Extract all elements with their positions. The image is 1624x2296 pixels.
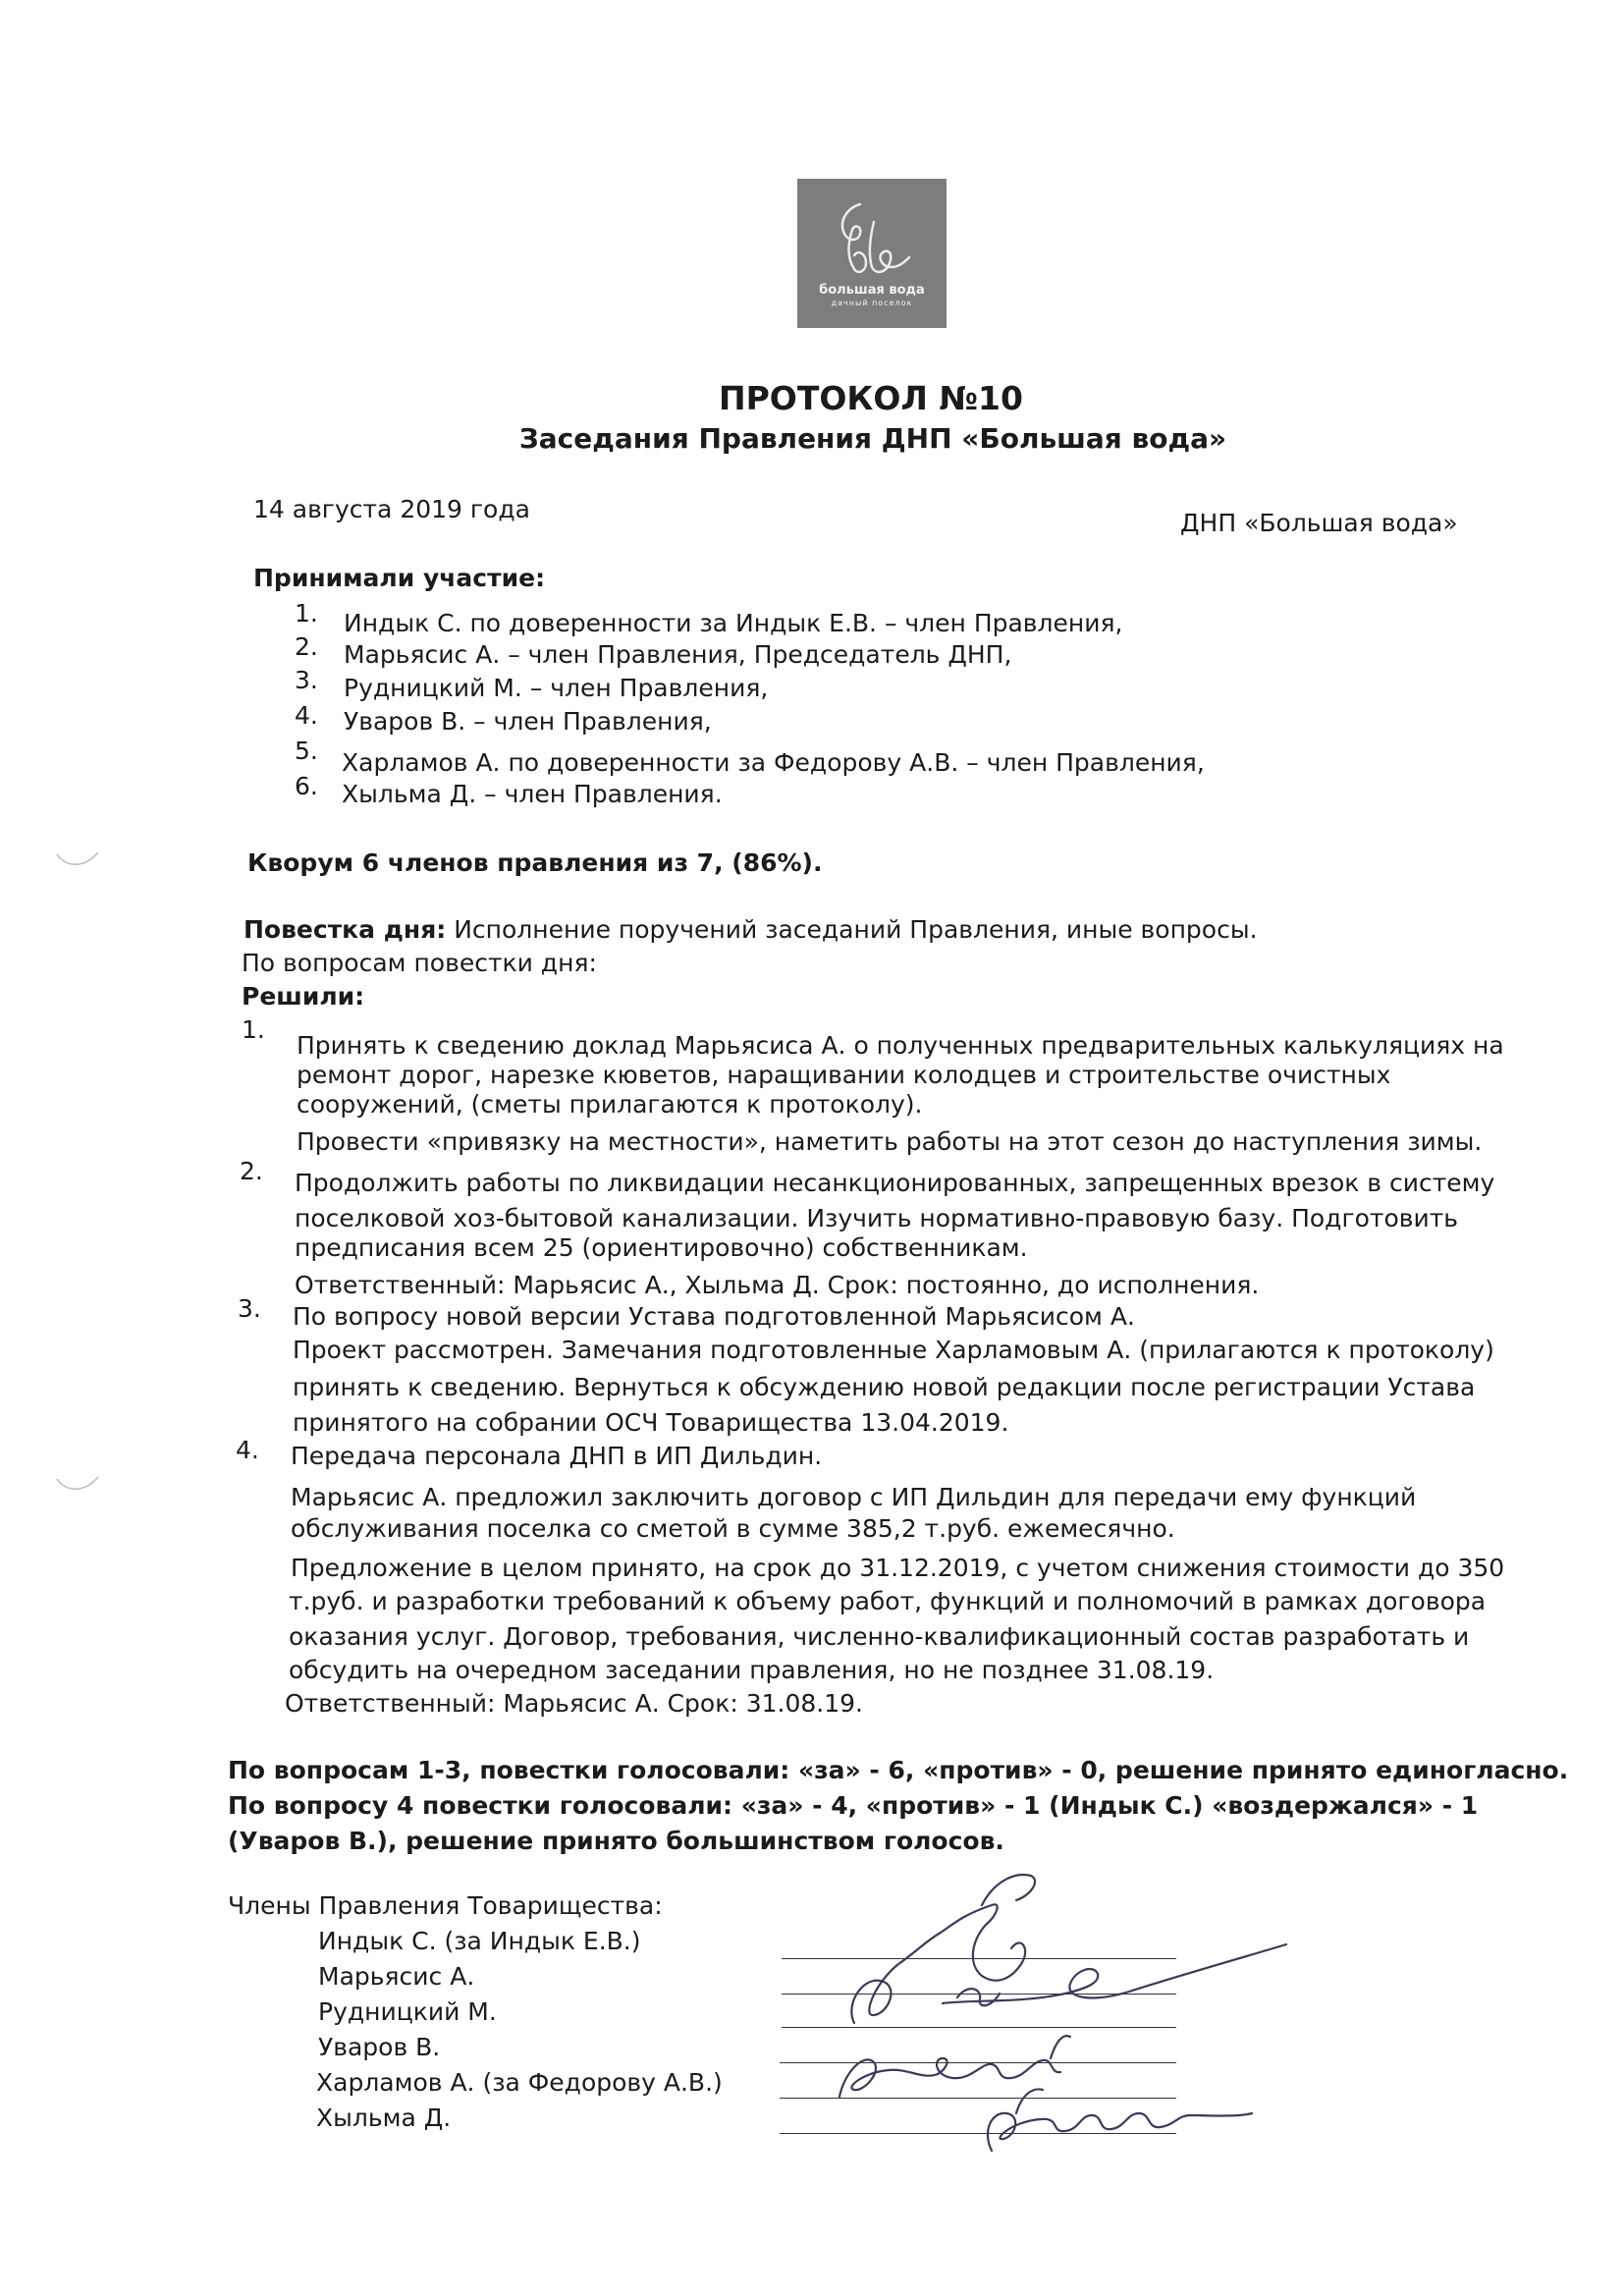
decision-text-line: ремонт дорог, нарезке кюветов, наращивании колодцев и строительстве очистных — [297, 1061, 1391, 1089]
list-item-text: Харламов А. по доверенности за Федорову А.В. – член Правления, — [342, 748, 1205, 777]
list-item-text: Хыльма Д. – член Правления. — [342, 780, 723, 808]
list-item-number: 4. — [295, 701, 318, 730]
decision-text-line: Проект рассмотрен. Замечания подготовленные Харламовым А. (прилагаются к протоколу) — [293, 1336, 1494, 1364]
decision-text-line: обслуживания поселка со сметой в сумме 385,2 т.руб. ежемесячно. — [291, 1514, 1175, 1543]
decision-text-line: сооружений, (сметы прилагаются к протоколу). — [297, 1090, 923, 1119]
decision-text-line: принятого на собрании ОСЧ Товарищества 13.04.2019. — [293, 1408, 1009, 1437]
decision-text-line: Предложение в целом принято, на срок до 31.12.2019, с учетом снижения стоимости до 350 — [291, 1554, 1505, 1582]
member-name: Харламов А. (за Федорову А.В.) — [316, 2068, 723, 2097]
decision-number: 4. — [236, 1436, 259, 1464]
meeting-place: ДНП «Большая вода» — [1180, 509, 1458, 537]
decision-number: 1. — [242, 1015, 265, 1044]
quorum-text: Кворум 6 членов правления из 7, (86%). — [247, 848, 823, 877]
member-name: Марьясис А. — [318, 1962, 475, 1991]
decision-number: 3. — [238, 1294, 261, 1323]
decision-text-line: Ответственный: Марьясис А., Хыльма Д. Срок: постоянно, до исполнения. — [295, 1271, 1260, 1299]
member-name: Хыльма Д. — [316, 2104, 452, 2132]
decision-text-line: поселковой хоз-бытовой канализации. Изучить нормативно-правовую базу. Подготовить — [295, 1204, 1459, 1232]
list-item-number: 2. — [295, 632, 318, 661]
decision-text-line: т.руб. и разработки требований к объему работ, функций и полномочий в рамках договора — [289, 1587, 1487, 1615]
list-item-number: 1. — [295, 599, 318, 628]
decision-text-line: оказания услуг. Договор, требования, численно-квалификационный состав разработать и — [289, 1622, 1470, 1651]
decision-text-line: Продолжить работы по ликвидации несанкционированных, запрещенных врезок в систему — [295, 1169, 1495, 1197]
list-item-number: 3. — [295, 666, 318, 694]
decision-text-line: обсудить на очередном заседании правления, но не позднее 31.08.19. — [289, 1656, 1215, 1684]
list-item-number: 5. — [295, 737, 318, 765]
document-subtitle: Заседания Правления ДНП «Большая вода» — [518, 422, 1227, 455]
logo-name-line2: дачный поселок — [831, 299, 913, 307]
decision-text-line: предписания всем 25 (ориентировочно) собственникам. — [295, 1233, 1028, 1262]
members-heading: Члены Правления Товарищества: — [228, 1891, 663, 1920]
decision-text-line: принять к сведению. Вернуться к обсуждению новой редакции после регистрации Устава — [293, 1373, 1476, 1401]
decided-heading: Решили: — [242, 982, 365, 1011]
decision-text-line: Марьясис А. предложил заключить договор с ИП Дильдин для передачи ему функций — [291, 1483, 1417, 1511]
participants-heading: Принимали участие: — [253, 564, 546, 592]
meeting-date: 14 августа 2019 года — [253, 495, 530, 523]
member-name: Индык С. (за Индык Е.В.) — [318, 1927, 641, 1955]
decision-text-line: По вопросу новой версии Устава подготовленной Марьясисом А. — [293, 1302, 1135, 1331]
list-item-number: 6. — [295, 772, 318, 800]
decision-text-line: Передача персонала ДНП в ИП Дильдин. — [291, 1442, 823, 1470]
voting-line: По вопросу 4 повестки голосовали: «за» - 4, «против» - 1 (Индык С.) «воздержался» - 1 — [228, 1791, 1479, 1820]
member-name: Рудницкий М. — [318, 1997, 497, 2026]
member-name: Уваров В. — [318, 2033, 441, 2061]
scan-edge-mark — [53, 835, 102, 874]
decision-text-line: Провести «привязку на местности», наметить работы на этот сезон до наступления зимы. — [297, 1127, 1483, 1156]
agenda-text: Исполнение поручений заседаний Правления, иные вопросы. — [446, 915, 1258, 944]
agenda-label: Повестка дня: — [244, 915, 447, 944]
voting-line: По вопросам 1-3, повестки голосовали: «за» - 6, «против» - 0, решение принято единогласно. — [228, 1756, 1569, 1784]
list-item-text: Индык С. по доверенности за Индык Е.В. – член Правления, — [344, 609, 1123, 637]
list-item-text: Рудницкий М. – член Правления, — [344, 674, 769, 702]
logo-name-line1: большая вода — [819, 283, 925, 298]
scan-edge-mark — [53, 1459, 102, 1499]
list-item-text: Уваров В. – член Правления, — [344, 707, 712, 736]
decision-text-line: Ответственный: Марьясис А. Срок: 31.08.19. — [285, 1689, 863, 1718]
agenda-subline: По вопросам повестки дня: — [242, 949, 597, 977]
decision-number: 2. — [240, 1157, 263, 1185]
decision-text-line: Принять к сведению доклад Марьясиса А. о полученных предварительных калькуляциях на — [297, 1031, 1504, 1060]
list-item-text: Марьясис А. – член Правления, Председатель ДНП, — [344, 640, 1012, 669]
voting-line: (Уваров В.), решение принято большинством голосов. — [228, 1827, 1004, 1855]
document-title: ПРОТОКОЛ №10 — [719, 379, 1023, 417]
